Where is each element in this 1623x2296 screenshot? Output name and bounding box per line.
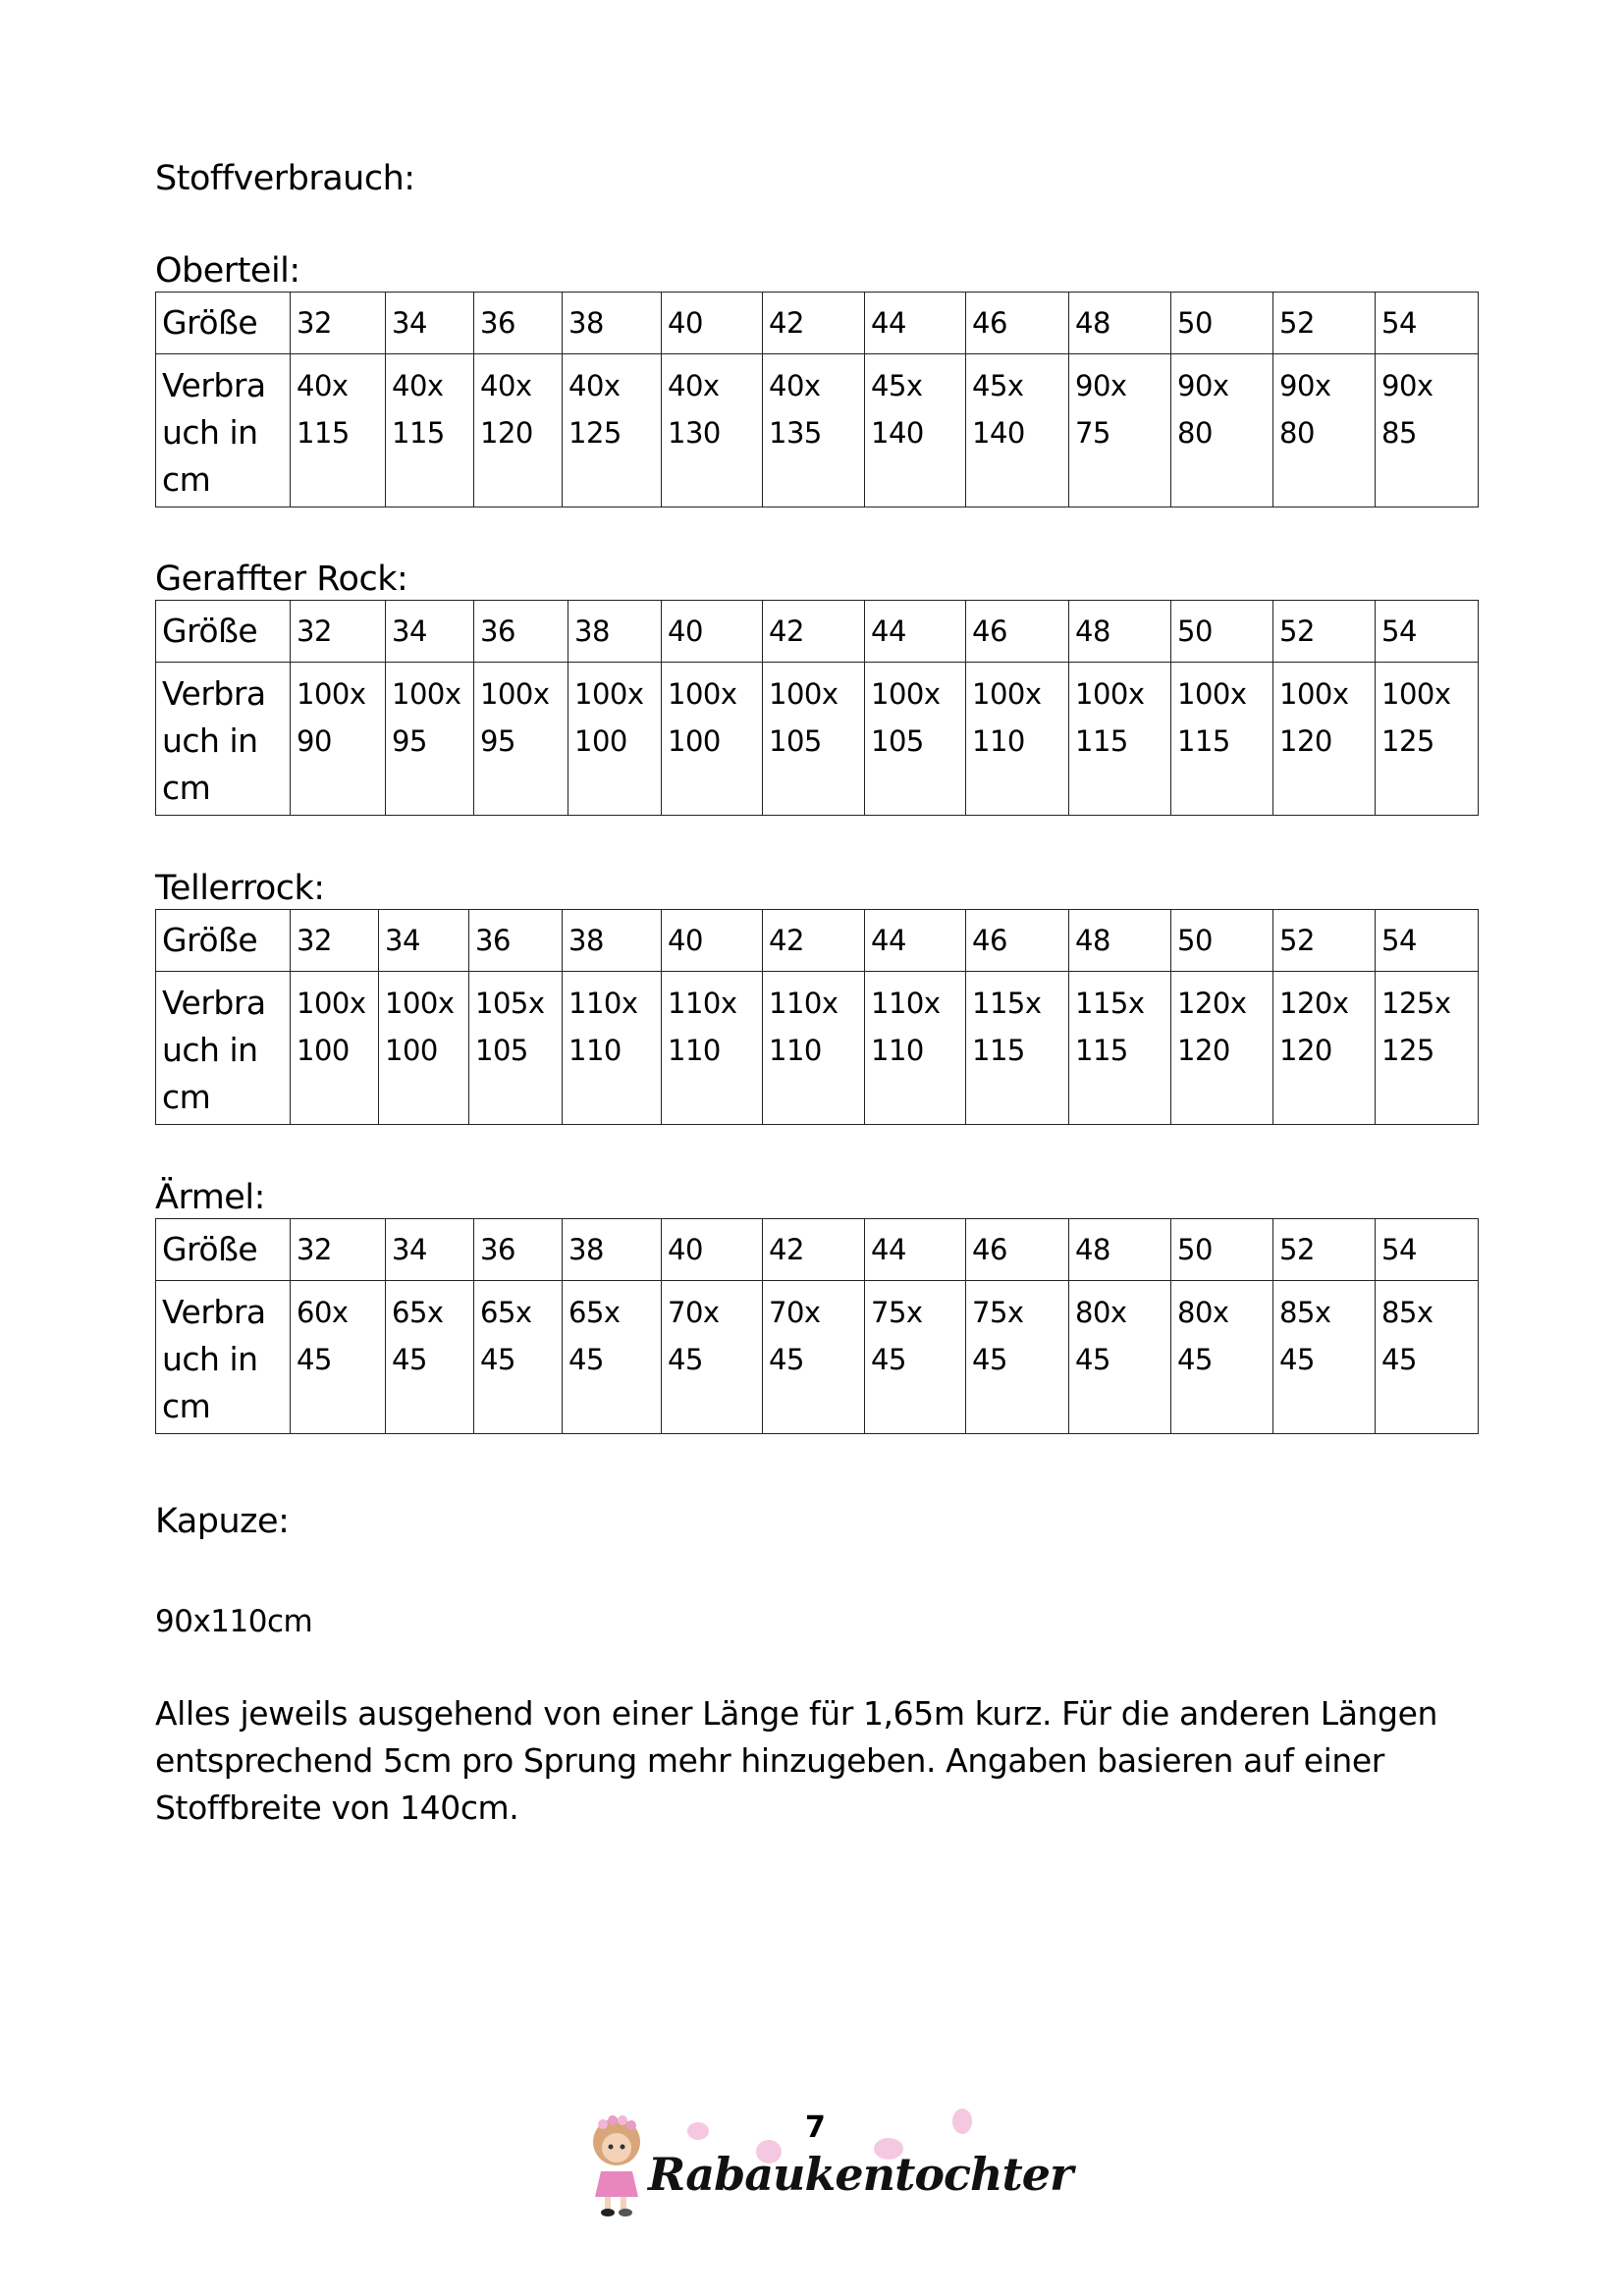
page-number: 7 [805, 2110, 826, 2145]
size-cell: 32 [291, 910, 379, 972]
usage-length: 95 [392, 724, 427, 758]
size-cell: 44 [865, 1219, 966, 1281]
usage-length: 115 [1177, 724, 1230, 758]
usage-width: 45x [972, 369, 1024, 402]
usage-width: 75x [972, 1296, 1024, 1329]
usage-label-line: cm [162, 1387, 211, 1425]
usage-cell [662, 1281, 763, 1434]
usage-cell [662, 354, 763, 507]
usage-cell [763, 972, 865, 1125]
usage-cell [1273, 972, 1376, 1125]
usage-cell [291, 1281, 386, 1434]
usage-label-line: uch in [162, 1031, 258, 1069]
usage-cell [474, 1281, 563, 1434]
usage-width: 40x [769, 369, 821, 402]
usage-width: 100x [1381, 677, 1451, 711]
usage-cell [291, 972, 379, 1125]
size-label: Größe [156, 293, 291, 354]
usage-length: 45 [480, 1343, 515, 1376]
usage-cell [1273, 354, 1376, 507]
usage-length: 120 [1279, 1034, 1332, 1067]
size-row [156, 910, 1479, 972]
usage-length: 115 [972, 1034, 1025, 1067]
usage-length: 100 [385, 1034, 438, 1067]
size-cell: 32 [291, 1219, 386, 1281]
usage-length: 45 [1177, 1343, 1213, 1376]
usage-label-line: uch in [162, 721, 258, 760]
mascot-girl-icon [587, 2110, 646, 2218]
usage-length: 45 [392, 1343, 427, 1376]
size-cell: 50 [1171, 910, 1273, 972]
usage-width: 100x [1279, 677, 1349, 711]
size-cell: 44 [865, 293, 966, 354]
usage-length: 110 [972, 724, 1025, 758]
usage-width: 105x [475, 987, 545, 1020]
usage-cell [291, 354, 386, 507]
usage-length: 45 [1075, 1343, 1110, 1376]
usage-length: 110 [568, 1034, 622, 1067]
usage-width: 100x [297, 987, 366, 1020]
usage-width: 90x [1177, 369, 1229, 402]
tellerrock-section-title: Tellerrock: [155, 869, 325, 908]
usage-length: 100 [297, 1034, 350, 1067]
usage-length: 80 [1177, 416, 1213, 450]
size-row [156, 601, 1479, 663]
usage-width: 45x [871, 369, 923, 402]
usage-cell [386, 354, 474, 507]
usage-width: 100x [480, 677, 550, 711]
geraffter-rock-usage-table [155, 600, 1479, 816]
usage-length: 100 [574, 724, 627, 758]
size-cell: 38 [563, 910, 662, 972]
usage-cell [966, 354, 1069, 507]
usage-label-line: uch in [162, 413, 258, 452]
size-cell: 44 [865, 910, 966, 972]
size-cell: 42 [763, 910, 865, 972]
usage-width: 120x [1279, 987, 1349, 1020]
size-label: Größe [156, 601, 291, 663]
usage-length: 120 [480, 416, 533, 450]
size-label: Größe [156, 910, 291, 972]
usage-cell [474, 354, 563, 507]
usage-cell [763, 354, 865, 507]
usage-length: 120 [1279, 724, 1332, 758]
usage-width: 90x [1381, 369, 1434, 402]
size-cell: 52 [1273, 601, 1376, 663]
size-cell: 52 [1273, 910, 1376, 972]
usage-length: 100 [668, 724, 721, 758]
usage-width: 100x [1177, 677, 1247, 711]
usage-length: 90 [297, 724, 332, 758]
usage-label-line: Verbra [162, 366, 266, 404]
usage-cell [865, 1281, 966, 1434]
size-cell: 36 [469, 910, 563, 972]
usage-width: 100x [574, 677, 644, 711]
usage-width: 90x [1279, 369, 1331, 402]
usage-width: 65x [568, 1296, 621, 1329]
usage-cell [474, 663, 568, 816]
usage-width: 40x [392, 369, 444, 402]
usage-length: 95 [480, 724, 515, 758]
usage-label [156, 972, 291, 1125]
usage-cell [386, 1281, 474, 1434]
usage-length: 105 [871, 724, 924, 758]
usage-label-line: cm [162, 460, 211, 499]
brand-logo: Rabaukentochter [648, 2148, 1073, 2201]
usage-width: 100x [297, 677, 366, 711]
usage-cell [1069, 354, 1171, 507]
usage-width: 115x [1075, 987, 1145, 1020]
size-cell: 54 [1376, 910, 1479, 972]
usage-width: 40x [297, 369, 349, 402]
usage-cell [563, 972, 662, 1125]
usage-cell [1376, 663, 1479, 816]
usage-width: 90x [1075, 369, 1127, 402]
usage-length: 45 [1381, 1343, 1417, 1376]
usage-width: 115x [972, 987, 1042, 1020]
size-cell: 38 [563, 1219, 662, 1281]
usage-cell [1273, 1281, 1376, 1434]
size-cell: 36 [474, 1219, 563, 1281]
usage-cell [1069, 1281, 1171, 1434]
size-row [156, 1219, 1479, 1281]
usage-cell [1171, 663, 1273, 816]
size-cell: 46 [966, 601, 1069, 663]
size-cell: 34 [386, 601, 474, 663]
usage-cell [763, 1281, 865, 1434]
size-cell: 42 [763, 293, 865, 354]
size-cell: 40 [662, 910, 763, 972]
usage-cell [1171, 1281, 1273, 1434]
ärmel-usage-table [155, 1218, 1479, 1434]
usage-cell [1069, 972, 1171, 1125]
size-cell: 48 [1069, 1219, 1171, 1281]
usage-length: 45 [297, 1343, 332, 1376]
size-cell: 34 [386, 293, 474, 354]
size-cell: 50 [1171, 293, 1273, 354]
size-cell: 38 [563, 293, 662, 354]
usage-length: 135 [769, 416, 822, 450]
usage-length: 110 [668, 1034, 721, 1067]
usage-cell [966, 1281, 1069, 1434]
size-cell: 54 [1376, 1219, 1479, 1281]
size-cell: 50 [1171, 1219, 1273, 1281]
size-cell: 42 [763, 1219, 865, 1281]
usage-width: 110x [668, 987, 737, 1020]
usage-length: 125 [1381, 724, 1434, 758]
usage-width: 100x [1075, 677, 1145, 711]
size-cell: 52 [1273, 1219, 1376, 1281]
size-cell: 32 [291, 601, 386, 663]
usage-cell [1069, 663, 1171, 816]
usage-label-line: uch in [162, 1340, 258, 1378]
usage-cell [865, 663, 966, 816]
oberteil-section-title: Oberteil: [155, 251, 300, 291]
usage-cell [966, 663, 1069, 816]
usage-width: 125x [1381, 987, 1451, 1020]
usage-width: 60x [297, 1296, 349, 1329]
usage-label-line: Verbra [162, 984, 266, 1022]
usage-length: 140 [972, 416, 1025, 450]
size-cell: 46 [966, 1219, 1069, 1281]
usage-length: 105 [769, 724, 822, 758]
usage-cell [568, 663, 662, 816]
usage-label-line: cm [162, 769, 211, 807]
usage-width: 110x [568, 987, 638, 1020]
tellerrock-usage-table [155, 909, 1479, 1125]
usage-cell [1171, 354, 1273, 507]
usage-length: 115 [1075, 724, 1128, 758]
usage-length: 115 [1075, 1034, 1128, 1067]
usage-length: 45 [1279, 1343, 1315, 1376]
usage-width: 100x [668, 677, 737, 711]
oberteil-usage-table [155, 292, 1479, 507]
usage-cell [1376, 1281, 1479, 1434]
usage-label [156, 663, 291, 816]
usage-cell [1376, 354, 1479, 507]
geraffter-rock-section-title: Geraffter Rock: [155, 560, 408, 599]
usage-cell [379, 972, 469, 1125]
usage-width: 70x [769, 1296, 821, 1329]
usage-cell [865, 354, 966, 507]
usage-width: 100x [871, 677, 941, 711]
usage-cell [1376, 972, 1479, 1125]
usage-width: 65x [480, 1296, 532, 1329]
usage-length: 45 [871, 1343, 906, 1376]
fabric-width-note: Alles jeweils ausgehend von einer Länge für 1,65m kurz. Für die anderen Längen entsprechend 5cm pro Sprung mehr hinzugeben. Angaben basieren auf einer Stoffbreite von 140cm. [155, 1694, 1438, 1827]
usage-length: 115 [297, 416, 350, 450]
usage-length: 125 [1381, 1034, 1434, 1067]
usage-length: 140 [871, 416, 924, 450]
usage-width: 80x [1177, 1296, 1229, 1329]
size-cell: 36 [474, 293, 563, 354]
usage-length: 45 [769, 1343, 804, 1376]
usage-cell [291, 663, 386, 816]
size-cell: 40 [662, 1219, 763, 1281]
usage-cell [966, 972, 1069, 1125]
hood-title: Kapuze: [155, 1502, 290, 1541]
usage-width: 65x [392, 1296, 444, 1329]
usage-width: 100x [392, 677, 461, 711]
hood-value: 90x110cm [155, 1604, 313, 1639]
usage-width: 75x [871, 1296, 923, 1329]
size-cell: 44 [865, 601, 966, 663]
size-cell: 54 [1376, 601, 1479, 663]
usage-length: 75 [1075, 416, 1110, 450]
usage-width: 100x [385, 987, 455, 1020]
size-cell: 34 [386, 1219, 474, 1281]
size-cell: 36 [474, 601, 568, 663]
usage-cell [763, 663, 865, 816]
size-cell: 52 [1273, 293, 1376, 354]
usage-length: 130 [668, 416, 721, 450]
size-cell: 48 [1069, 601, 1171, 663]
size-cell: 40 [662, 293, 763, 354]
usage-width: 85x [1279, 1296, 1331, 1329]
usage-width: 100x [972, 677, 1042, 711]
size-cell: 46 [966, 910, 1069, 972]
usage-cell [662, 663, 763, 816]
usage-width: 40x [480, 369, 532, 402]
usage-width: 120x [1177, 987, 1247, 1020]
usage-row [156, 972, 1479, 1125]
usage-cell [469, 972, 563, 1125]
usage-label [156, 354, 291, 507]
size-label: Größe [156, 1219, 291, 1281]
usage-length: 125 [568, 416, 622, 450]
size-cell: 48 [1069, 293, 1171, 354]
usage-length: 110 [769, 1034, 822, 1067]
usage-width: 100x [769, 677, 839, 711]
page-footer [579, 2101, 1073, 2228]
size-cell: 34 [379, 910, 469, 972]
usage-cell [1171, 972, 1273, 1125]
usage-cell [662, 972, 763, 1125]
usage-row [156, 354, 1479, 507]
size-cell: 50 [1171, 601, 1273, 663]
blossom-icon [952, 2109, 972, 2134]
usage-length: 115 [392, 416, 445, 450]
usage-length: 45 [568, 1343, 604, 1376]
ärmel-section-title: Ärmel: [155, 1178, 265, 1217]
usage-label-line: Verbra [162, 674, 266, 713]
usage-cell [563, 1281, 662, 1434]
usage-length: 45 [972, 1343, 1007, 1376]
size-cell: 32 [291, 293, 386, 354]
usage-width: 110x [871, 987, 941, 1020]
usage-label-line: Verbra [162, 1293, 266, 1331]
usage-cell [563, 354, 662, 507]
usage-row [156, 663, 1479, 816]
usage-width: 70x [668, 1296, 720, 1329]
usage-cell [386, 663, 474, 816]
usage-width: 40x [568, 369, 621, 402]
usage-width: 40x [668, 369, 720, 402]
blossom-icon [687, 2122, 709, 2140]
usage-length: 85 [1381, 416, 1417, 450]
size-cell: 38 [568, 601, 662, 663]
usage-label-line: cm [162, 1078, 211, 1116]
usage-width: 80x [1075, 1296, 1127, 1329]
size-cell: 40 [662, 601, 763, 663]
size-cell: 42 [763, 601, 865, 663]
usage-length: 120 [1177, 1034, 1230, 1067]
usage-row [156, 1281, 1479, 1434]
usage-length: 45 [668, 1343, 703, 1376]
usage-width: 110x [769, 987, 839, 1020]
size-cell: 54 [1376, 293, 1479, 354]
usage-label [156, 1281, 291, 1434]
usage-cell [1273, 663, 1376, 816]
usage-cell [865, 972, 966, 1125]
page-title: Stoffverbrauch: [155, 159, 415, 198]
usage-width: 85x [1381, 1296, 1434, 1329]
usage-length: 105 [475, 1034, 528, 1067]
usage-length: 110 [871, 1034, 924, 1067]
size-cell: 46 [966, 293, 1069, 354]
size-row [156, 293, 1479, 354]
size-cell: 48 [1069, 910, 1171, 972]
usage-length: 80 [1279, 416, 1315, 450]
